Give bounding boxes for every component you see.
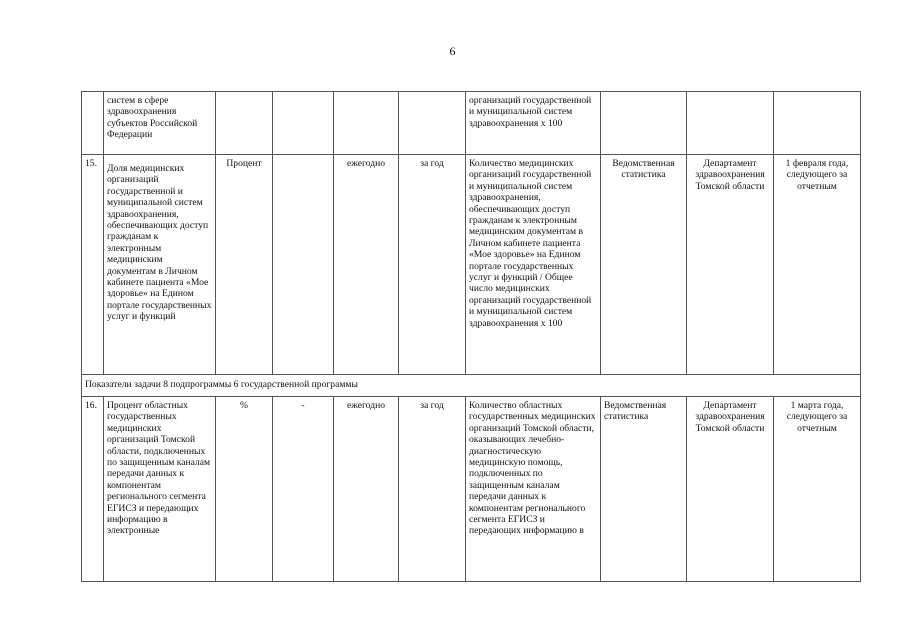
responsible-cell: [687, 92, 774, 155]
page-number: 6: [449, 44, 456, 58]
formula-cell: Количество областных государственных медицинских организаций Томской области, оказывающих лечебно-диагностическую медицинскую помощь, подключенных по защищенным каналам передачи данных к компонентам регионального сегмента ЕГИСЗ и передающих информацию в: [466, 397, 601, 582]
table-row: [82, 155, 861, 375]
unit-cell: [216, 92, 273, 155]
row-number: 15.: [82, 155, 104, 375]
responsible-cell: Департамент здравоохранения Томской области: [687, 155, 774, 375]
section-header-row: [82, 375, 861, 397]
frequency-cell: [334, 92, 399, 155]
direction-cell: -: [273, 397, 334, 582]
frequency-cell: ежегодно: [334, 397, 399, 582]
unit-cell: %: [216, 397, 273, 582]
table-row: [82, 397, 861, 582]
indicator-name: систем в сфере здравоохранения субъектов Российской Федерации: [104, 92, 216, 155]
direction-cell: [273, 92, 334, 155]
indicators-table: [81, 91, 861, 582]
deadline-cell: 1 февраля года, следующего за отчетным: [774, 155, 861, 375]
period-cell: за год: [399, 397, 466, 582]
deadline-cell: [774, 92, 861, 155]
frequency-cell: ежегодно: [334, 155, 399, 375]
source-cell: Ведомственная статистика: [601, 155, 687, 375]
formula-cell: организаций государственной и муниципальной систем здравоохранения х 100: [466, 92, 601, 155]
source-cell: [601, 92, 687, 155]
deadline-cell: 1 марта года, следующего за отчетным: [774, 397, 861, 582]
period-cell: [399, 92, 466, 155]
row-number: [82, 92, 104, 155]
section-header: Показатели задачи 8 подпрограммы 6 государственной программы: [82, 375, 861, 397]
row-number: 16.: [82, 397, 104, 582]
table-row: [82, 92, 861, 155]
period-cell: за год: [399, 155, 466, 375]
indicator-name: Доля медицинских организаций государственной и муниципальной систем здравоохранения, обеспечивающих доступ гражданам к электронным медицинским документам в Личном кабинете пациента «Мое здоровье» на Едином портале государственных услуг и функций: [104, 155, 216, 375]
unit-cell: Процент: [216, 155, 273, 375]
indicator-name: Процент областных государственных медицинских организаций Томской области, подключенных по защищенным каналам передачи данных к компонентам регионального сегмента ЕГИСЗ и передающих информацию в электронные: [104, 397, 216, 582]
direction-cell: [273, 155, 334, 375]
source-cell: Ведомственная статистика: [601, 397, 687, 582]
responsible-cell: Департамент здравоохранения Томской области: [687, 397, 774, 582]
formula-cell: Количество медицинских организаций государственной и муниципальной систем здравоохранения, обеспечивающих доступ гражданам к электронным медицинским документам в Личном кабинете пациента «Мое здоровье» на Едином портале государственных услуг и функций / Общее число медицинских организаций государственной и муниципальной систем здравоохранения х 100: [466, 155, 601, 375]
